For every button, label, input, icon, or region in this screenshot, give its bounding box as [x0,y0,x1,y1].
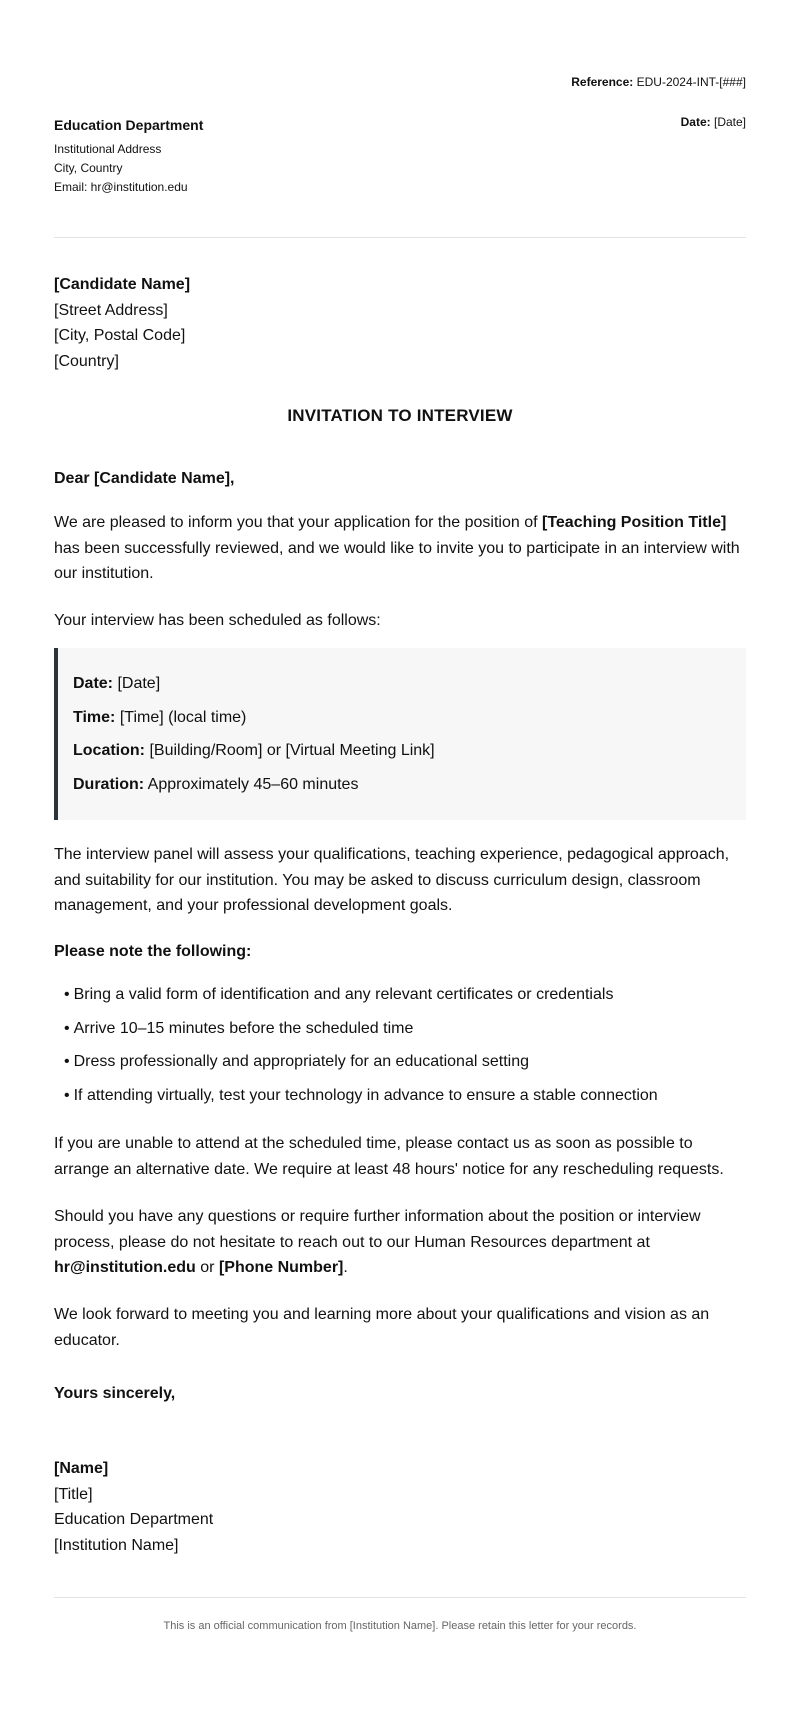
note-text: Bring a valid form of identification and any relevant certificates or credentials [73,986,614,1003]
list-item [64,985,746,1005]
reschedule-paragraph: If you are unable to attend at the scheduled time, please contact us as soon as possible to arrange an alternative date. We require at least 48 hours' notice for any rescheduling requests. [54,1135,724,1178]
reference-label: Reference: [571,75,634,89]
intro-text-after: has been successfully reviewed, and we would like to invite you to participate in an interview with our institution. [54,539,740,582]
bullet-icon: • [64,1086,70,1104]
interview-details-box [54,648,746,820]
signatory-institution: [Institution Name] [54,1536,179,1554]
detail-date-row [73,674,746,694]
sender-email-line: Email: hr@institution.edu [54,180,188,194]
reference-value: EDU-2024-INT-[###] [636,75,746,89]
reference-line [571,75,746,89]
bullet-icon: • [64,1053,70,1070]
assessment-paragraph: The interview panel will assess your qualifications, teaching experience, pedagogical approach, and suitability for our institution. You may be asked to discuss curriculum design, classroom management, and your professional development goals. [54,846,730,914]
contact-phone: [Phone Number] [218,1259,344,1276]
closing-paragraph: We look forward to meeting you and learning more about your qualifications and vision as an educator. [54,1306,710,1349]
detail-time-value: [Time] (local time) [115,708,247,726]
list-item [64,1086,746,1106]
sender-city-line: City, Country [54,161,123,175]
contact-text-middle: or [195,1259,219,1276]
contact-text-before: Should you have any questions or require further information about the position or interview process, please do not hesitate to reach out to our Human Resources department at [54,1208,701,1251]
bullet-icon: • [64,1019,70,1037]
position-title: [Teaching Position Title] [541,514,727,531]
detail-location-row [73,741,746,761]
sender-block [54,116,203,197]
footer-note: This is an official communication from [Institution Name]. Please retain this letter for your records. [163,1620,637,1632]
detail-location-label: Location: [73,742,145,759]
recipient-country: [Country] [54,352,119,370]
salutation: Dear [Candidate Name], [54,470,235,487]
detail-location-value: [Building/Room] or [Virtual Meeting Link] [145,742,435,759]
bullet-icon: • [64,986,70,1003]
recipient-street: [Street Address] [54,301,168,319]
detail-time-row [73,708,746,728]
detail-date-label: Date: [73,675,114,692]
list-item [64,1052,746,1072]
signatory-department: Education Department [54,1511,214,1528]
header-divider [54,237,746,238]
recipient-block [54,272,190,374]
sender-address-line: Institutional Address [54,142,162,156]
contact-paragraph [54,1204,746,1281]
contact-email: hr@institution.edu [54,1259,196,1276]
note-text: If attending virtually, test your technology in advance to ensure a stable connection [73,1086,658,1104]
signatory-title: [Title] [54,1485,93,1503]
intro-paragraph [54,510,746,587]
letter-date [681,115,746,129]
detail-duration-value: Approximately 45–60 minutes [144,775,359,793]
signatory-name: [Name] [54,1460,109,1477]
note-text: Dress professionally and appropriately for an educational setting [73,1053,529,1070]
recipient-name: [Candidate Name] [54,276,191,293]
signoff: Yours sincerely, [54,1385,176,1402]
intro-text-before: We are pleased to inform you that your application for the position of [54,514,542,531]
date-label: Date: [680,115,711,129]
footer-divider [54,1597,746,1598]
detail-duration-row [73,775,746,795]
contact-text-after: . [343,1259,348,1276]
list-item [64,1019,746,1039]
note-text: Arrive 10–15 minutes before the scheduled time [73,1019,414,1037]
signature-block [54,1456,213,1558]
date-value: [Date] [713,115,746,129]
sender-org-name: Education Department [54,117,204,133]
notes-list [64,985,746,1119]
schedule-intro: Your interview has been scheduled as follows: [54,612,381,629]
notes-heading: Please note the following: [54,943,252,960]
letter-title: INVITATION TO INTERVIEW [287,406,513,425]
detail-duration-label: Duration: [73,775,145,793]
detail-date-value: [Date] [113,675,161,692]
detail-time-label: Time: [73,708,116,726]
recipient-city: [City, Postal Code] [54,327,186,344]
